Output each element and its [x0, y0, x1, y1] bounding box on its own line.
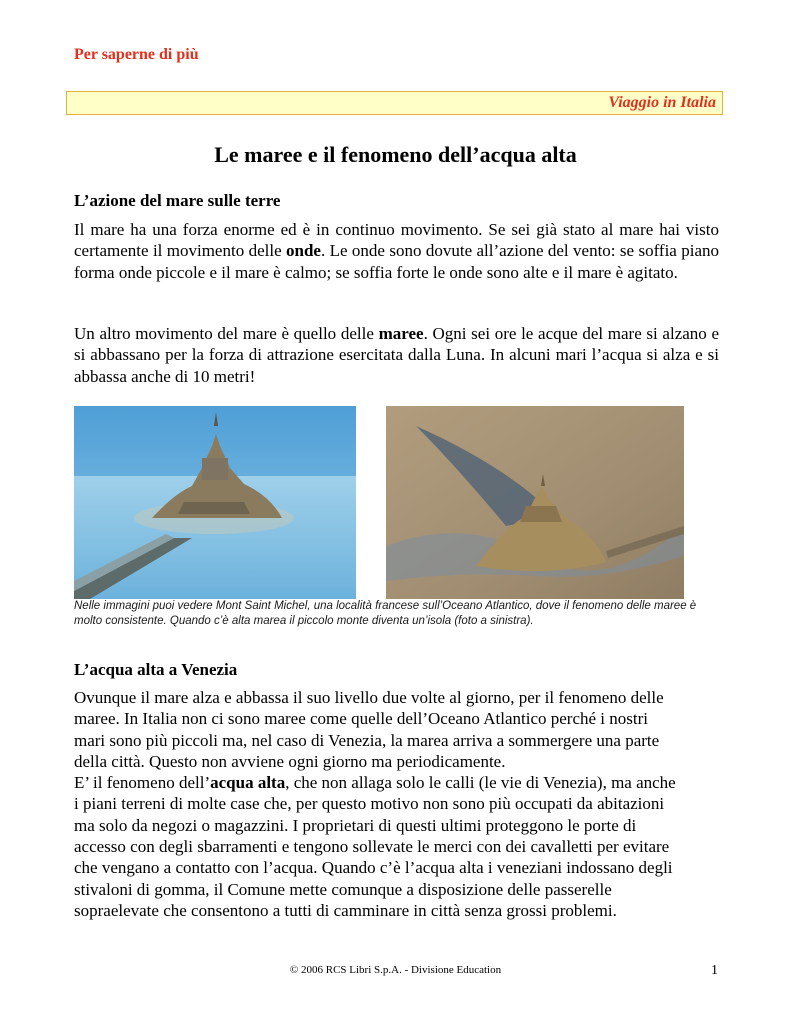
paragraph-tides: [74, 323, 719, 387]
section-heading-2: L’acqua alta a Venezia: [74, 660, 238, 679]
venice-line: accesso con degli sbarramenti e tengono sollevate le merci con dei cavalletti per evitare: [74, 837, 670, 857]
venice-line-text-b: , che non allaga solo le calli (le vie di Venezia), ma anche: [285, 773, 676, 793]
paragraph-waves-text-a: Il mare ha una forza enorme ed è in continuo movimento. Se sei già stato al mare hai visto certamente il movimento delle: [74, 220, 719, 261]
photo-caption: Nelle immagini puoi vedere Mont Saint Michel, una località francese sull’Oceano Atlantico, dove il fenomeno delle maree è molto consistente. Quando c’è alta marea il piccolo monte diventa un’isola (foto a sinistra).: [74, 600, 697, 627]
photo-high-tide: [74, 406, 356, 599]
venice-line: della città. Questo non avviene ogni giorno ma periodicamente.: [74, 751, 506, 771]
venice-line: che vengano a contatto con l’acqua. Quando c’è l’acqua alta i veneziani indossano degli: [74, 858, 673, 878]
keyword-acqua-alta: acqua alta: [210, 773, 286, 793]
venice-line: [74, 772, 734, 793]
paragraph-waves-text-b: . Le onde sono dovute all’azione del vento: se soffia piano forma onde piccole e il mare è calmo; se soffia forte le onde sono alte e il mare è agitato.: [74, 241, 720, 282]
footer-copyright: © 2006 RCS Libri S.p.A. - Divisione Education: [289, 964, 502, 976]
paragraph-venice: [74, 687, 734, 921]
page-title: Le maree e il fenomeno dell’acqua alta: [214, 142, 577, 167]
venice-line: stivaloni di gomma, il Comune mette comunque a disposizione delle passerelle: [74, 879, 612, 899]
section-heading-1: L’azione del mare sulle terre: [74, 191, 281, 210]
venice-line: maree. In Italia non ci sono maree come quelle dell’Oceano Atlantico perché i nostri: [74, 709, 648, 729]
series-banner: [66, 91, 723, 115]
photo-low-tide: [386, 406, 684, 599]
venice-line: i piani terreni di molte case che, per questo motivo non sono più occupati da abitazioni: [74, 794, 665, 814]
section-kicker: Per saperne di più: [74, 46, 199, 63]
venice-line: ma solo da negozi o magazzini. I proprietari di questi ultimi proteggono le porte di: [74, 815, 637, 835]
venice-line: sopraelevate che consentono a tutti di camminare in città senza grossi problemi.: [74, 900, 617, 920]
keyword-onde: onde: [286, 241, 321, 261]
venice-line-text-a: E’ il fenomeno dell’: [74, 773, 211, 793]
keyword-maree: maree: [378, 324, 424, 343]
paragraph-tides-text-a: Un altro movimento del mare è quello delle: [74, 324, 379, 343]
page-number: 1: [711, 963, 718, 978]
paragraph-waves: [74, 219, 719, 283]
venice-line: mari sono più piccoli ma, nel caso di Venezia, la marea arriva a sommergere una parte: [74, 730, 660, 750]
paragraph-tides-text-b: . Ogni sei ore le acque del mare si alzano e si abbassano per la forza di attrazione esercitata dalla Luna. In alcuni mari l’acqua si alza e si abbassa anche di 10 metri!: [74, 324, 720, 386]
venice-line: Ovunque il mare alza e abbassa il suo livello due volte al giorno, per il fenomeno delle: [74, 688, 664, 707]
series-banner-label: Viaggio in Italia: [608, 94, 716, 111]
